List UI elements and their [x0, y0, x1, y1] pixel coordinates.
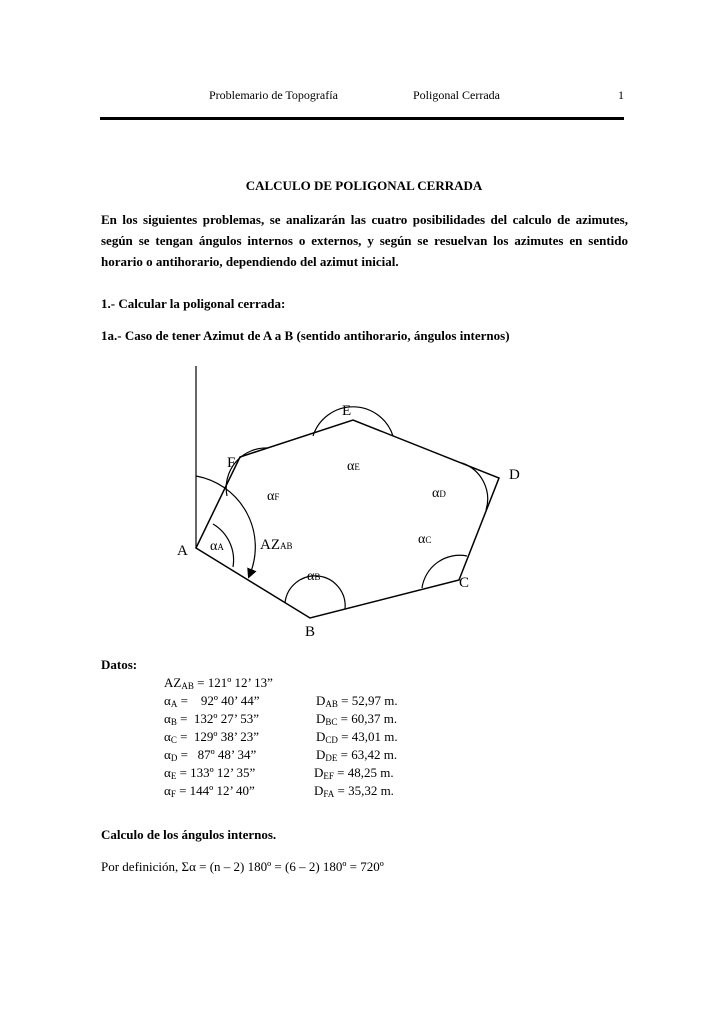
vertex-label-D: D — [509, 467, 520, 483]
distance-value-EF: $D_{EF} = 48,25$ m. — [314, 765, 394, 781]
header-rule — [100, 117, 624, 120]
vertex-label-F: F — [227, 455, 236, 471]
azimuth-value: $AZ_{AB}$ = 121º 12’ 13” — [164, 675, 273, 691]
distance-value-AB: $D_{AB} = 52,97$ m. — [316, 693, 398, 709]
angle-value-A: $\alpha_A$ = 92º 40’ 44” — [164, 693, 260, 709]
angle-label-E: αE — [347, 459, 360, 474]
calc-heading: Calculo de los ángulos internos. — [101, 827, 277, 842]
vertex-label-A: A — [177, 543, 188, 559]
vertex-label-E: E — [342, 403, 352, 419]
page-title: CALCULO DE POLIGONAL CERRADA — [245, 178, 483, 193]
polygon-diagram — [0, 355, 728, 655]
angle-label-A: αA — [210, 539, 224, 554]
angle-label-C: αC — [418, 532, 432, 547]
section-heading-1: 1.- Calcular la poligonal cerrada: — [101, 296, 286, 311]
angle-value-C: $\alpha_C$ = 129º 38’ 23” — [164, 729, 260, 745]
angle-label-D: αD — [432, 486, 446, 501]
distance-value-DE: $D_{DE} = 63,42$ m. — [316, 747, 398, 763]
section-heading-1a: 1a.- Caso de tener Azimut de A a B (sentido antihorario, ángulos internos) — [101, 328, 510, 343]
header-book-title: Problemario de Topografía — [209, 88, 338, 102]
closed-traverse — [196, 420, 499, 618]
header-chapter: Poligonal Cerrada — [413, 88, 500, 102]
vertex-label-B: B — [305, 624, 316, 640]
distance-value-BC: $D_{BC} = 60,37$ m. — [316, 711, 398, 727]
definition-line: Por definición, Σα = (n – 2) 180º = (6 – 2) 180º = 720º — [101, 859, 384, 874]
datos-heading: Datos: — [101, 657, 138, 672]
angle-value-E: $\alpha_E$ = 133º 12’ 35” — [164, 765, 256, 781]
vertex-label-C: C — [459, 575, 470, 591]
angle-value-D: $\alpha_D$ = 87º 48’ 34” — [164, 747, 257, 763]
intro-paragraph: En los siguientes problemas, se analizarán las cuatro posibilidades del calculo de azimutes, según se tengan ángulos internos o externos, y según se resuelvan los azimutes en sentido horario o antihorario, dependiendo del azimut inicial. — [101, 212, 628, 269]
angle-value-F: $\alpha_F$ = 144º 12’ 40” — [164, 783, 255, 799]
page-number: 1 — [618, 88, 624, 102]
distance-value-CD: $D_{CD} = 43,01$ m. — [316, 729, 398, 745]
angle-label-B: αB — [307, 569, 321, 584]
distance-value-FA: $D_{FA} = 35,32$ m. — [314, 783, 394, 799]
angle-value-B: $\alpha_B$ = 132º 27’ 53” — [164, 711, 260, 727]
azimuth-label: AZAB — [260, 537, 293, 553]
angle-arc-D — [462, 463, 488, 510]
angle-label-F: αF — [267, 489, 280, 504]
